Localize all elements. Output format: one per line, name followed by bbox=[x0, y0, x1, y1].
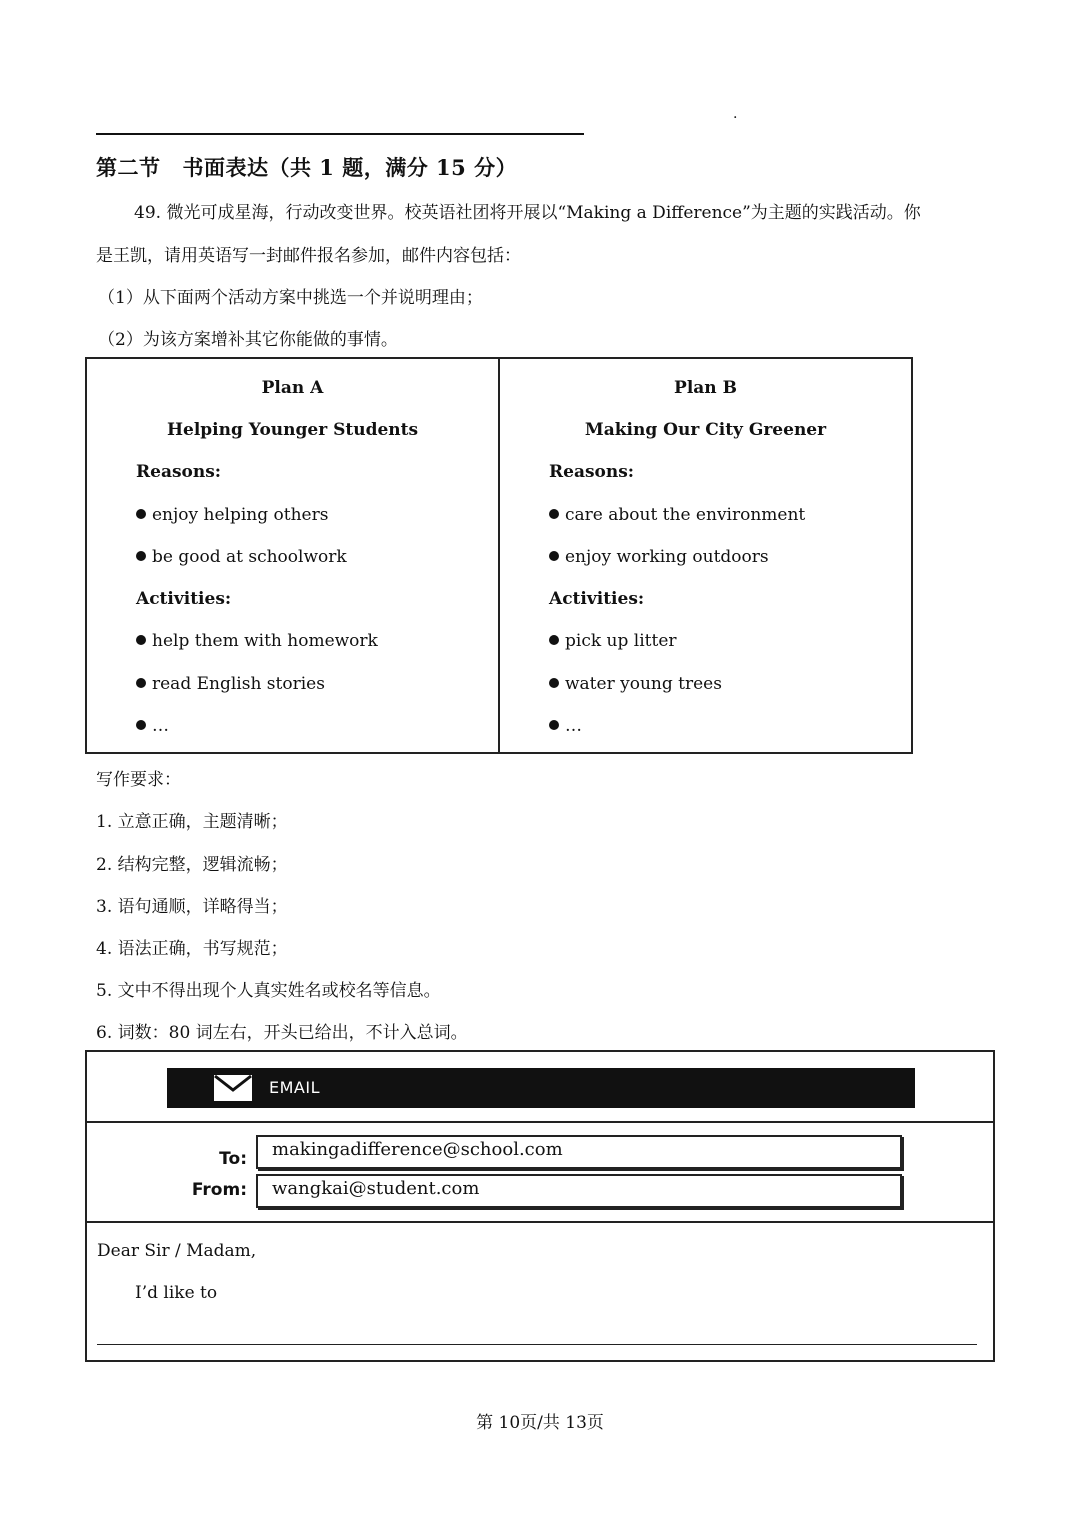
email-header-bar bbox=[167, 1068, 915, 1108]
writing-requirement: 2. 结构完整，逻辑流畅； bbox=[96, 855, 288, 875]
section-text: 书面表达（共 1 题，满分 15 分） bbox=[182, 155, 518, 180]
plan-a-reason: be good at schoolwork bbox=[136, 547, 347, 567]
bullet-icon bbox=[136, 635, 146, 645]
plan-b-activity: water young trees bbox=[549, 674, 722, 694]
bullet-icon bbox=[549, 509, 559, 519]
writing-requirement: 3. 语句通顺，详略得当； bbox=[96, 897, 288, 917]
page-footer: 第 10页/共 13页 bbox=[476, 1413, 604, 1433]
plan-b-label: Plan B bbox=[674, 378, 737, 398]
bullet-icon bbox=[549, 678, 559, 688]
plan-b-reason: enjoy working outdoors bbox=[549, 547, 769, 567]
writing-requirement: 6. 词数：80 词左右，开头已给出，不计入总词。 bbox=[96, 1023, 468, 1043]
plan-b-column bbox=[498, 359, 911, 752]
plan-b-reason: care about the environment bbox=[549, 505, 805, 525]
envelope-icon bbox=[213, 1074, 253, 1102]
plan-b-activity: … bbox=[549, 716, 582, 736]
requirement-1: （1）从下面两个活动方案中挑选一个并说明理由； bbox=[98, 288, 483, 308]
writing-requirement: 5. 文中不得出现个人真实姓名或校名等信息。 bbox=[96, 981, 441, 1001]
plan-b-activity: pick up litter bbox=[549, 631, 677, 651]
question-line-2: 是王凯，请用英语写一封邮件报名参加，邮件内容包括： bbox=[96, 246, 521, 266]
bullet-icon bbox=[549, 635, 559, 645]
bullet-icon bbox=[136, 509, 146, 519]
bullet-icon bbox=[549, 720, 559, 730]
plan-a-column bbox=[87, 359, 498, 752]
email-opening[interactable]: I’d like to bbox=[135, 1283, 218, 1303]
answer-line bbox=[97, 1344, 977, 1345]
bullet-icon bbox=[136, 720, 146, 730]
email-greeting: Dear Sir / Madam, bbox=[97, 1241, 257, 1261]
plan-a-title: Helping Younger Students bbox=[166, 420, 419, 440]
writing-requirement: 1. 立意正确，主题清晰； bbox=[96, 812, 288, 832]
section-title bbox=[96, 152, 517, 182]
from-label: From: bbox=[191, 1180, 247, 1200]
plan-a-reason: enjoy helping others bbox=[136, 505, 328, 525]
bullet-icon bbox=[549, 551, 559, 561]
plan-a-activity: read English stories bbox=[136, 674, 325, 694]
section-part: 第二节 bbox=[96, 155, 161, 180]
plan-a-reasons-label: Reasons: bbox=[136, 462, 222, 482]
page-mark: . bbox=[733, 106, 738, 122]
plan-b-reasons-label: Reasons: bbox=[549, 462, 635, 482]
writing-requirement: 4. 语法正确，书写规范； bbox=[96, 939, 288, 959]
writing-requirements-heading: 写作要求： bbox=[96, 770, 181, 790]
plan-a-activities-label: Activities: bbox=[136, 589, 232, 609]
email-divider bbox=[87, 1221, 993, 1223]
from-field[interactable]: wangkai@student.com bbox=[256, 1174, 902, 1208]
plans-table bbox=[85, 357, 913, 754]
plan-b-activities-label: Activities: bbox=[549, 589, 645, 609]
plan-a-activity: … bbox=[136, 716, 169, 736]
plan-b-title: Making Our City Greener bbox=[584, 420, 827, 440]
email-divider bbox=[87, 1121, 993, 1123]
question-line-1: 49. 微光可成星海，行动改变世界。校英语社团将开展以“Making a Difference”为主题的实践活动。你 bbox=[134, 203, 921, 223]
to-label: To: bbox=[219, 1149, 247, 1169]
plan-a-activity: help them with homework bbox=[136, 631, 378, 651]
requirement-2: （2）为该方案增补其它你能做的事情。 bbox=[98, 330, 398, 350]
email-form bbox=[85, 1050, 995, 1362]
to-field[interactable]: makingadifference@school.com bbox=[256, 1135, 902, 1169]
top-divider bbox=[96, 133, 584, 135]
bullet-icon bbox=[136, 551, 146, 561]
email-header-label: EMAIL bbox=[269, 1078, 320, 1097]
bullet-icon bbox=[136, 678, 146, 688]
plan-a-label: Plan A bbox=[261, 378, 324, 398]
